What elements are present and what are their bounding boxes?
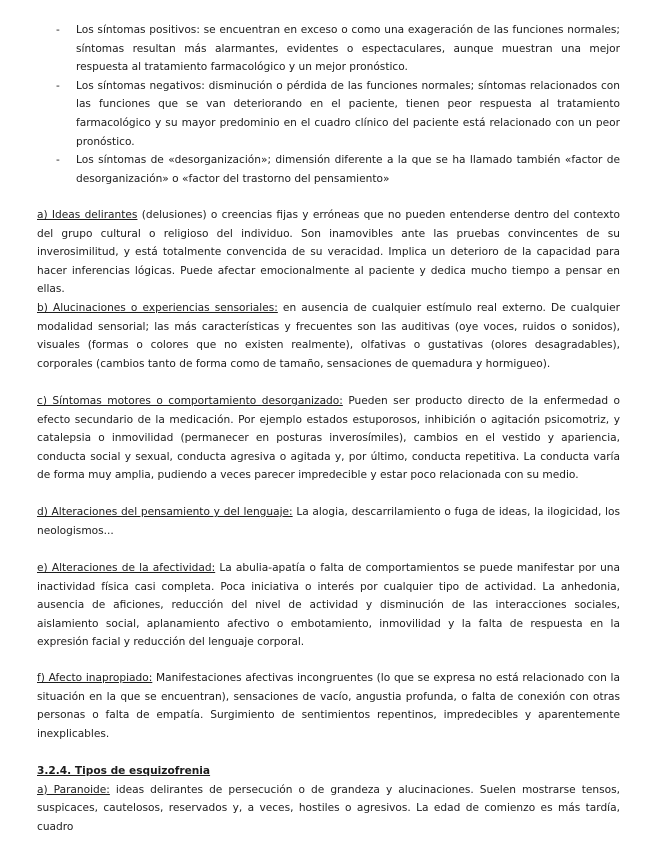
symptom-dimension-list: [55, 21, 620, 188]
section-text: (delusiones) o creencias fijas y erróneas que no pueden entenderse dentro del contexto del grupo cultural o religioso del individuo. Son inamovibles ante las pruebas convincentes de su inverosimilitud, y está totalmente convencida de su veracidad. Implica un deterioro de la capacidad para hacer inferencias lógicas. Puede afectar emocionalmente al paciente y dedica mucho tiempo a pensar en ellas.: [37, 209, 620, 296]
section-label: d) Alteraciones del pensamiento y del lenguaje:: [37, 506, 293, 518]
bullet-text: Los síntomas positivos: se encuentran en exceso o como una exageración de las funciones normales; síntomas resultan más alarmantes, evidentes o espectaculares, aunque muestran una mejor respuesta al tratamiento farmacológico y un mejor pronóstico.: [76, 24, 620, 74]
bullet-text: Los síntomas negativos: disminución o pérdida de las funciones normales; síntomas relacionados con las funciones que se van deteriorando en el paciente, tienen peor respuesta al tratamiento farmacológico y su mayor predominio en el cuadro clínico del paciente está relacionado con un peor pronóstico.: [76, 79, 620, 148]
section-label: c) Síntomas motores o comportamiento desorganizado:: [37, 395, 343, 407]
section-ideas-delirantes: [37, 206, 620, 299]
section-text: en ausencia de cualquier estímulo real externo. De cualquier modalidad sensorial; las más características y frecuentes son las auditivas (oye voces, ruidos o sonidos), visuales (formas o colores que no existen realmente), olfativas o gustativas (olores desagradables), corporales (cambios tanto de forma como de tamaño, sensaciones de quemadura y hormigueo).: [37, 302, 620, 370]
subsection-heading: 3.2.4. Tipos de esquizofrenia: [37, 765, 211, 777]
section-alucinaciones: [37, 299, 620, 373]
bullet-negative-symptoms: - Los síntomas negativos: disminución o pérdida de las funciones normales; síntomas relacionados con las funciones que se van deteriorando en el paciente, tienen peor respuesta al tratamiento farmacológico y su mayor predominio en el cuadro clínico del paciente está relacionado con un peor pronóstico.: [56, 79, 620, 148]
section-text: Pueden ser producto directo de la enfermedad o efecto secundario de la medicación. Por ejemplo estados estuporosos, inhibición o agitación psicomotriz, y catalepsia o inmovilidad (permanecer en posturas inverosímiles), cambios en el vestido y apariencia, conducta social y sexual, conducta agresiva o agitada y, por último, conducta repetitiva. La conducta varía de forma muy amplia, pudiendo a veces parecer impredecible y estar poco relacionada con su medio.: [37, 395, 621, 482]
subsection-tipos-esquizofrenia: [37, 762, 620, 836]
section-text: La alogia, descarrilamiento o fuga de ideas, la ilogicidad, los neologismos...: [37, 506, 621, 537]
section-sintomas-motores: [37, 392, 620, 485]
section-afecto-inapropiado: [37, 669, 620, 743]
section-label: e) Alteraciones de la afectividad:: [37, 562, 216, 574]
section-label: b) Alucinaciones o experiencias sensoriales:: [37, 302, 278, 314]
subsection-text: ideas delirantes de persecución o de grandeza y alucinaciones. Suelen mostrarse tensos, suspicaces, cautelosos, reservados y, a veces, hostiles o agresivos. La edad de comienzo es más tardía, cuadro: [37, 783, 620, 833]
bullet-positive-symptoms: - Los síntomas positivos: se encuentran en exceso o como una exageración de las funciones normales; síntomas resultan más alarmantes, evidentes o espectaculares, aunque muestran una mejor respuesta al tratamiento farmacológico y un mejor pronóstico.: [56, 24, 620, 74]
section-text: La abulia-apatía o falta de comportamientos se puede manifestar por una inactividad física casi completa. Poca iniciativa o interés por cualquier tipo de actividad. La anhedonia, ausencia de aficiones, reducción del nivel de actividad y disminución de las interacciones sociales, aislamiento social, aplanamiento afectivo o embotamiento, inmovilidad y la falta de respuesta en la expresión facial y reducción del lenguaje corporal.: [37, 562, 620, 649]
section-alteraciones-afectividad: [37, 559, 620, 652]
section-text: Manifestaciones afectivas incongruentes (lo que se expresa no está relacionado con la situación en la que se encuentran), sensaciones de vacío, angustia profunda, o falta de conexión con otras personas o falta de empatía. Surgimiento de sentimientos repentinos, impredecibles y aparentemente inexplicables.: [37, 672, 620, 740]
section-label: a) Ideas delirantes: [37, 209, 138, 221]
bullet-disorganization-symptoms: - Los síntomas de «desorganización»; dimensión diferente a la que se ha llamado también «factor de desorganización» o «factor del trastorno del pensamiento»: [56, 154, 620, 185]
section-label: f) Afecto inapropiado:: [37, 672, 153, 684]
bullet-text: Los síntomas de «desorganización»; dimensión diferente a la que se ha llamado también «factor de desorganización» o «factor del trastorno del pensamiento»: [76, 154, 620, 185]
section-alteraciones-pensamiento: [37, 503, 620, 540]
subsection-label: a) Paranoide:: [37, 783, 110, 796]
